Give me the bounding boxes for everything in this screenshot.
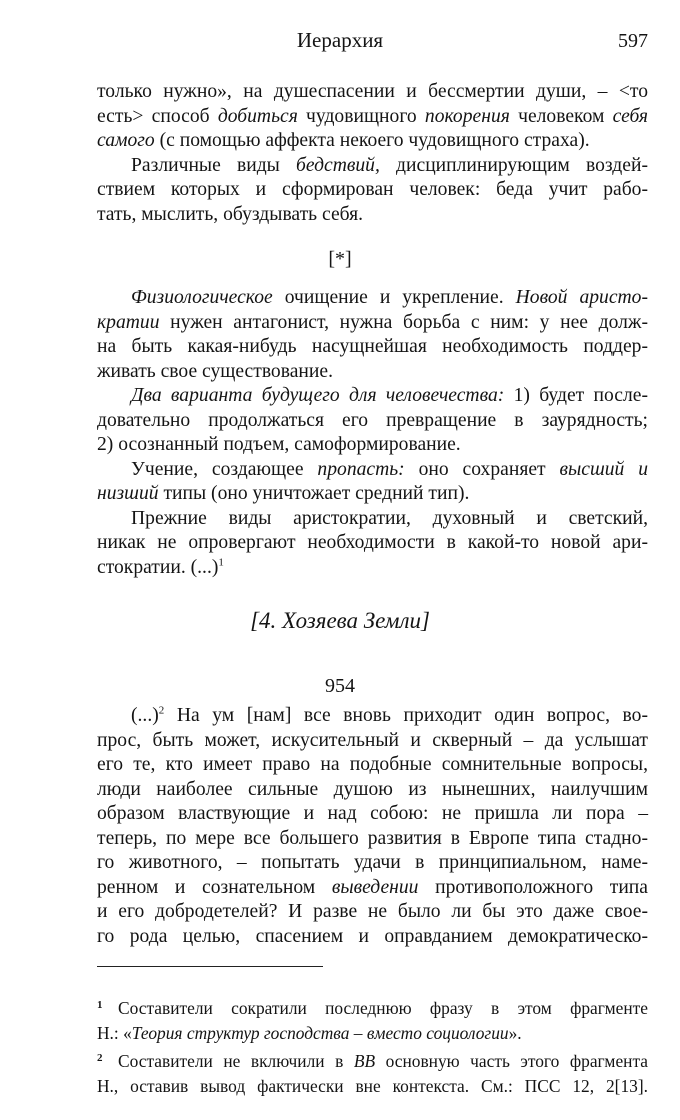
text-run: никак не опровергают необходимости в какой-то новой ари- — [97, 532, 648, 553]
text-line — [97, 729, 648, 754]
text-line — [97, 556, 648, 581]
text-line — [97, 802, 648, 827]
text-line — [97, 482, 648, 507]
text-run: прос, быть может, искусительный и скверный – да услышат — [97, 729, 648, 751]
italic-text: добиться — [217, 105, 298, 127]
footnote — [97, 996, 648, 1046]
text-run: ствием которых и сформирован человек: беда учит рабо- — [97, 179, 648, 200]
text-run: Различные виды — [131, 154, 297, 176]
section-heading: [4. Хозяева Земли] — [250, 608, 430, 633]
text-line — [97, 203, 648, 228]
text-line — [97, 851, 648, 876]
text-run: Учение, создающее — [131, 458, 318, 480]
italic-text: кратии — [97, 311, 160, 333]
text-line — [97, 1021, 648, 1046]
text-run: нужен антагонист, нужна борьба с ним: у нее долж- — [159, 311, 648, 333]
footnote-reference[interactable]: 1 — [218, 555, 224, 568]
text-run: Составители сократили последнюю фразу в этом фрагменте — [118, 998, 648, 1018]
text-line — [97, 335, 648, 360]
footnote-divider — [97, 966, 323, 967]
text-run: стократии. (...) — [97, 556, 219, 578]
text-line — [97, 360, 648, 385]
italic-text: Новой аристо- — [515, 287, 649, 308]
page-number: 597 — [618, 30, 648, 52]
paragraph-2 — [97, 286, 648, 580]
italic-text: Два варианта будущего для человечества: — [131, 385, 505, 406]
text-run: его те, кто имеет право на подобные сомнительные вопросы, — [97, 754, 648, 775]
text-run: тать, мыслить, обуздывать себя. — [97, 203, 364, 225]
text-line — [97, 409, 648, 434]
text-run: Н., оставив вывод фактически вне контекста. См.: ПСС 12, 2[13]. — [97, 1076, 648, 1096]
footnote — [97, 1049, 648, 1099]
text-line — [97, 925, 648, 950]
text-run: ренном и сознательном — [97, 876, 332, 898]
text-run: живать свое существование. — [97, 360, 333, 382]
text-line — [97, 531, 648, 556]
text-run: ». — [508, 1023, 522, 1043]
italic-text: покорения — [424, 105, 510, 127]
section-separator: [*] — [328, 248, 352, 270]
text-run: и его добродетелей? И разве не было ли бы это даже свое- — [97, 901, 648, 922]
text-run: теперь, по мере все большего развития в Европе типа стадно- — [97, 827, 648, 849]
italic-text: низший — [97, 483, 159, 504]
text-run: основную часть этого фрагмента — [375, 1051, 648, 1071]
text-run: (...) — [131, 705, 159, 726]
text-run: человеком — [509, 105, 613, 127]
text-line — [97, 311, 648, 336]
text-run: люди наиболее сильные душою из нынешних, наилучшим — [97, 778, 648, 800]
text-run: Н.: « — [97, 1023, 132, 1043]
text-line — [97, 458, 648, 483]
text-run: довательно продолжаться его превращение в заурядность; — [97, 409, 648, 431]
text-run: противоположного типа — [418, 876, 648, 898]
text-run: есть> способ — [97, 105, 218, 127]
text-run: типы (оно уничтожает средний тип). — [158, 483, 470, 504]
text-run: го животного, – попытать удачи в принципиальном, наме- — [97, 852, 648, 873]
footnotes — [97, 996, 648, 1099]
paragraph-1 — [97, 80, 648, 227]
text-line — [97, 1074, 648, 1099]
text-line — [97, 778, 648, 803]
text-run: очищение и укрепление. — [272, 287, 516, 308]
italic-text: бедствий, — [296, 154, 380, 176]
text-line — [97, 827, 648, 852]
running-header-title: Иерархия — [296, 28, 384, 52]
text-line — [97, 154, 648, 179]
footnote-number: 2 — [97, 1052, 103, 1064]
italic-text: выведении — [331, 876, 419, 898]
text-run: оно сохраняет — [404, 458, 560, 480]
text-line — [97, 996, 648, 1021]
text-line — [97, 178, 648, 203]
text-line — [97, 286, 648, 311]
text-run: Прежние виды аристократии, духовный и светский, — [131, 507, 648, 529]
italic-text: Физиологическое — [131, 287, 273, 308]
text-line — [97, 1049, 648, 1074]
text-line — [97, 80, 648, 105]
footnote-number: 1 — [97, 999, 103, 1011]
text-run: го рода целью, спасением и оправданием демократическо- — [97, 925, 648, 947]
text-line — [97, 129, 648, 154]
text-line — [97, 876, 648, 901]
text-run: чудовищного — [297, 105, 425, 127]
text-run: образом властвующие и над собою: не пришла ли пора – — [97, 803, 648, 824]
text-run: На ум [нам] все вновь приходит один вопрос, во- — [164, 705, 648, 726]
text-line — [97, 753, 648, 778]
text-line — [97, 900, 648, 925]
italic-text: самого — [97, 130, 155, 151]
italic-text: высший и — [559, 458, 648, 480]
text-line — [97, 433, 648, 458]
text-run: дисциплинирующим воздей- — [379, 154, 648, 176]
italic-text: Теория структур господства – вместо социологии — [131, 1023, 509, 1043]
italic-text: себя — [612, 105, 648, 127]
text-run: 1) будет после- — [504, 385, 648, 406]
footnote-reference[interactable]: 2 — [158, 704, 165, 717]
paragraph-3 — [97, 704, 648, 949]
text-line — [97, 105, 648, 130]
text-line — [97, 507, 648, 532]
text-run: (с помощью аффекта некоего чудовищного страха). — [154, 130, 590, 151]
text-line — [97, 384, 648, 409]
text-run: на быть какая-нибудь насущнейшая необходимость поддер- — [97, 336, 648, 357]
text-run: Составители не включили в — [118, 1051, 354, 1071]
text-run: 2) осознанный подъем, самоформирование. — [97, 434, 461, 455]
text-run: только нужно», на душеспасении и бессмертии души, – <то — [97, 81, 648, 102]
italic-text: ВВ — [353, 1051, 376, 1071]
italic-text: пропасть: — [317, 458, 405, 480]
text-line — [97, 704, 648, 729]
aphorism-number: 954 — [325, 675, 355, 697]
